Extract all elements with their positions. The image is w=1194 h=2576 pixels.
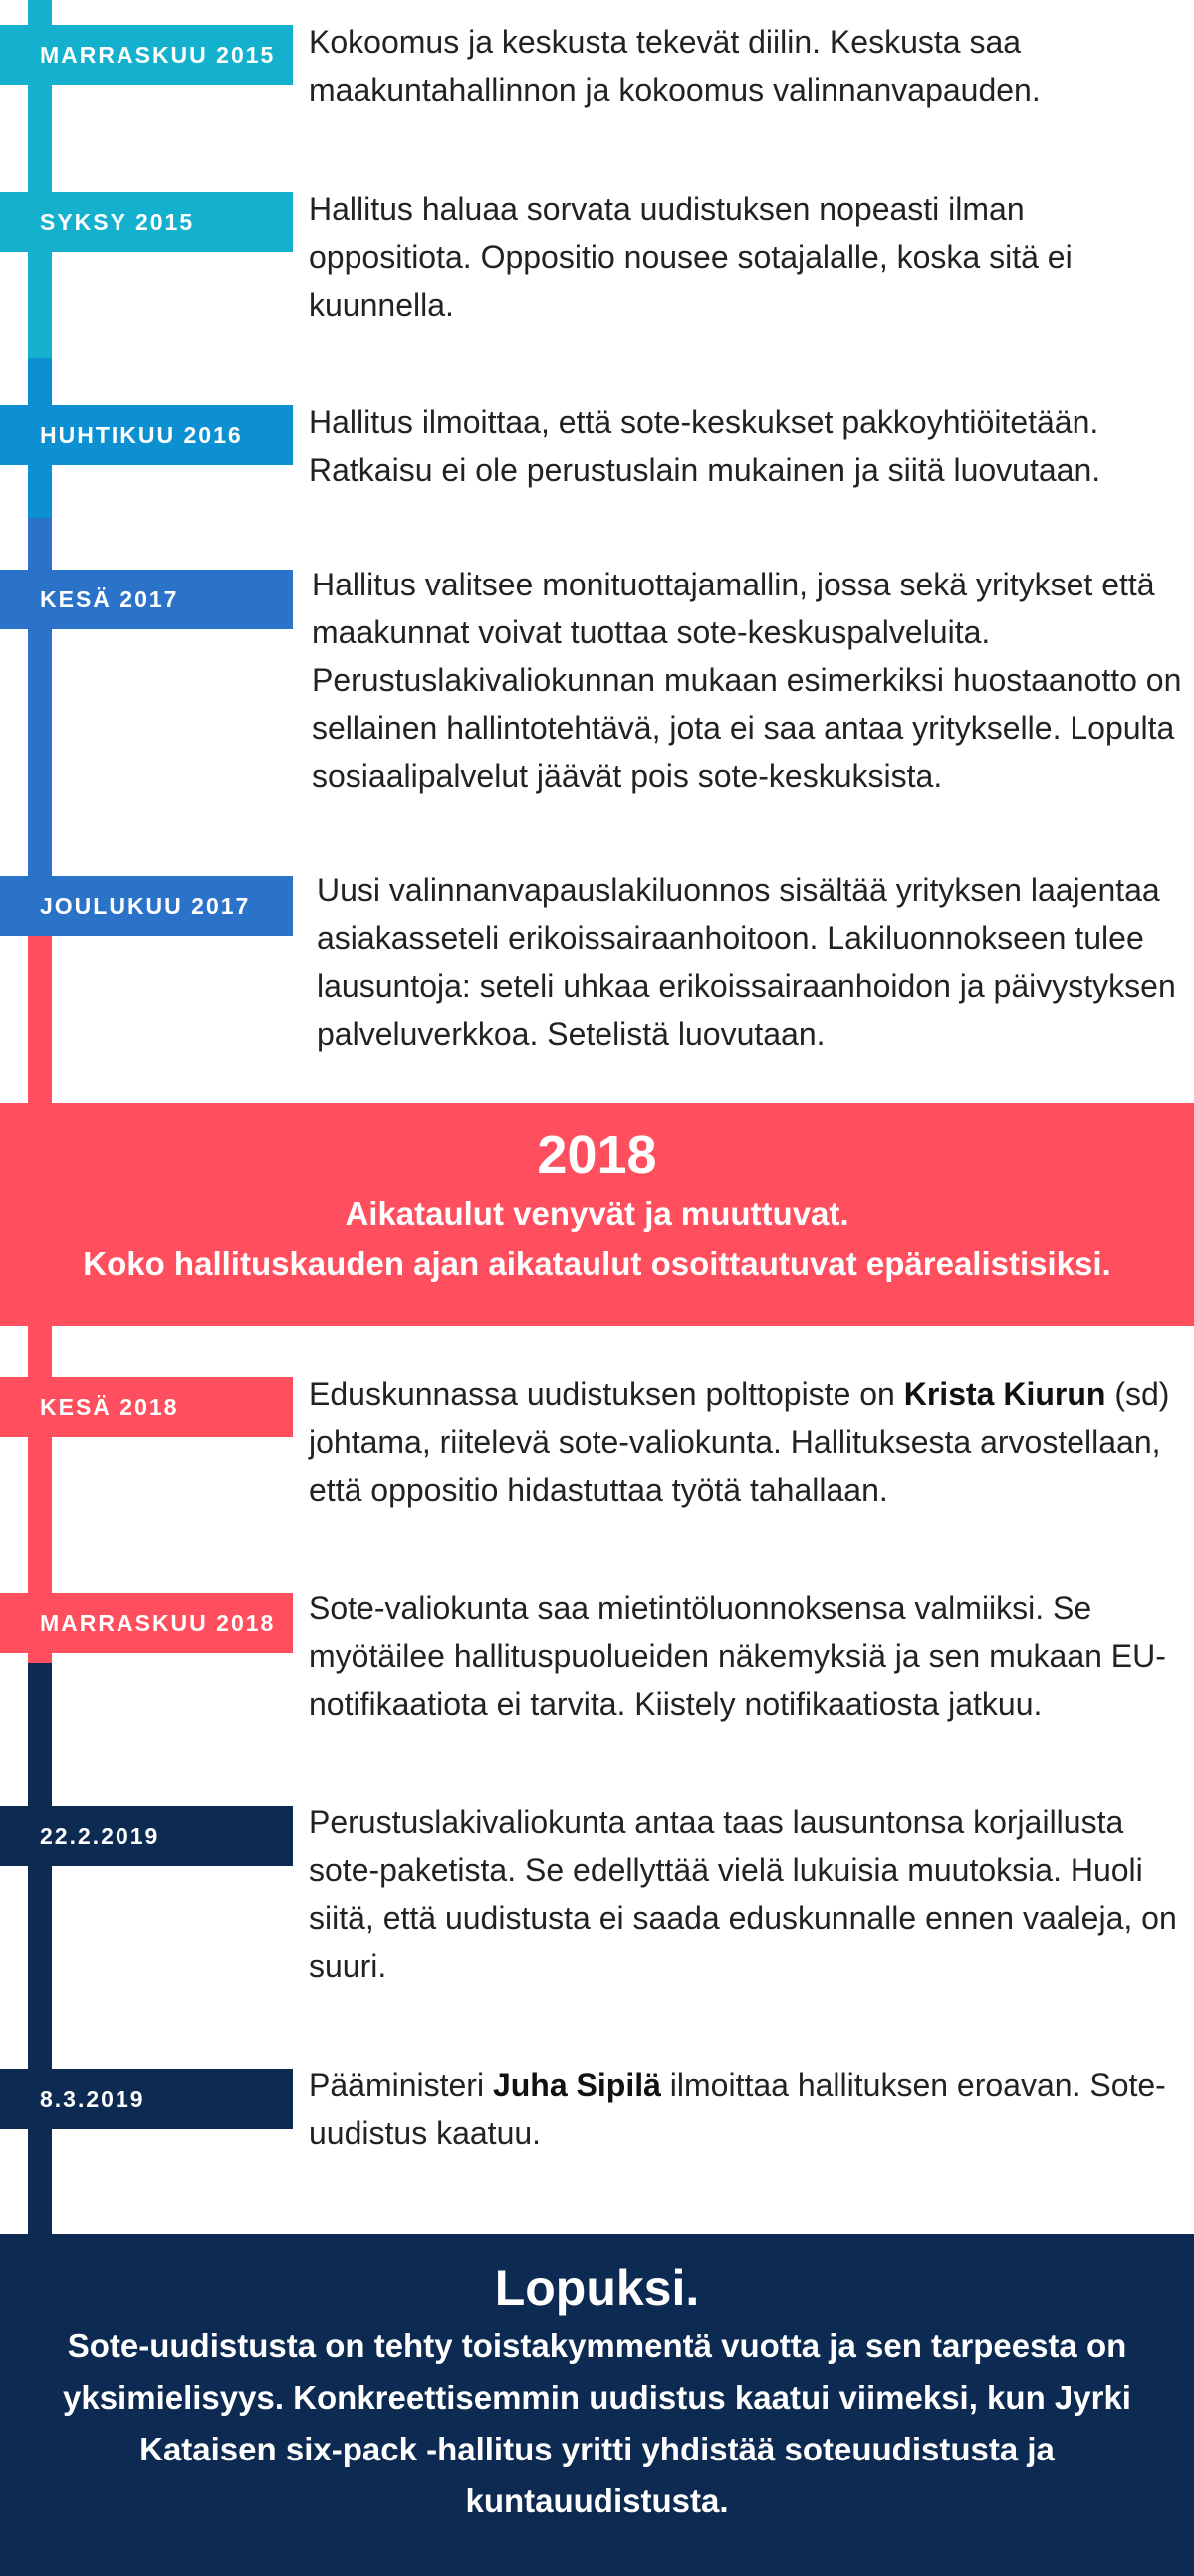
date-label: KESÄ 2017 [0,570,293,629]
date-label: 8.3.2019 [0,2069,293,2129]
date-label: JOULUKUU 2017 [0,876,293,936]
entry-text: Eduskunnassa uudistuksen polttopiste on Krista Kiurun (sd) johtama, riitelevä sote-valiokunta. Hallituksesta arvostellaan, että oppositio hidastuttaa työtä tahallaan. [309,1376,1170,1508]
conclusion-title: Lopuksi. [494,2260,700,2316]
person-name: Juha Sipilä [492,2067,661,2103]
banner-line: Koko hallituskauden ajan aikataulut osoittautuvat epärealistisiksi. [83,1245,1111,1282]
entry-text: Uusi valinnanvapauslakiluonnos sisältää yrityksen laajentaa asiakasseteli erikoissairaanhoitoon. Lakiluonnokseen tulee lausuntoja: seteli uhkaa erikoissairaanhoidon ja päivystyksen palveluverkkoa. Setelistä luovutaan. [317,872,1176,1052]
entry-text: Hallitus haluaa sorvata uudistuksen nopeasti ilman oppositiota. Oppositio nousee sotajalalle, koska sitä ei kuunnella. [309,191,1073,323]
banner-line: Aikataulut venyvät ja muuttuvat. [345,1195,849,1232]
entry-text: Hallitus valitsee monituottajamallin, jossa sekä yritykset että maakunnat voivat tuottaa sote-keskuspalveluita. Perustuslakivaliokunnan mukaan esimerkiksi huostaanotto on sellainen hallintotehtävä, jota ei saa antaa yritykselle. Lopulta sosiaalipalvelut jäävät pois sote-keskuksista. [312,567,1182,794]
entry-text: Hallitus ilmoittaa, että sote-keskukset pakkoyhtiöitetään. Ratkaisu ei ole perustuslain mukainen ja siitä luovutaan. [309,404,1101,488]
year-2018-banner [0,1103,1194,1326]
date-label: KESÄ 2018 [0,1377,293,1437]
conclusion-text: Sote-uudistusta on tehty toistakymmentä vuotta ja sen tarpeesta on yksimielisyys. Konkreettisemmin uudistus kaatui viimeksi, kun Jyrki Kataisen six-pack -hallitus yritti yhdistää soteuudistusta ja kuntauudistusta. [63,2327,1131,2519]
person-name: Jyrki Kataisen [139,2379,1131,2467]
entry-text: Perustuslakivaliokunta antaa taas lausuntonsa korjaillusta sote-paketista. Se edellyttää vielä lukuisia muutoksia. Huoli siitä, että uudistusta ei saada eduskunnalle ennen vaaleja, on suuri. [309,1804,1177,1984]
entry-text: Pääministeri Juha Sipilä ilmoittaa hallituksen eroavan. Sote-uudistus kaatuu. [309,2067,1166,2151]
entry-text: Kokoomus ja keskusta tekevät diilin. Keskusta saa maakuntahallinnon ja kokoomus valinnanvapauden. [309,24,1041,108]
date-label: SYKSY 2015 [0,192,293,252]
date-label: MARRASKUU 2018 [0,1593,293,1653]
entry-text: Sote-valiokunta saa mietintöluonnoksensa valmiiksi. Se myötäilee hallituspuolueiden näkemyksiä ja sen mukaan EU-notifikaatiota ei tarvita. Kiistely notifikaatiosta jatkuu. [309,1590,1166,1722]
timeline-rail-segment [28,1663,52,2260]
person-name: Krista Kiurun [903,1376,1106,1412]
date-label: MARRASKUU 2015 [0,25,293,85]
banner-year: 2018 [537,1125,657,1185]
date-label: 22.2.2019 [0,1806,293,1866]
date-label: HUHTIKUU 2016 [0,405,293,465]
conclusion-banner [0,2234,1194,2576]
